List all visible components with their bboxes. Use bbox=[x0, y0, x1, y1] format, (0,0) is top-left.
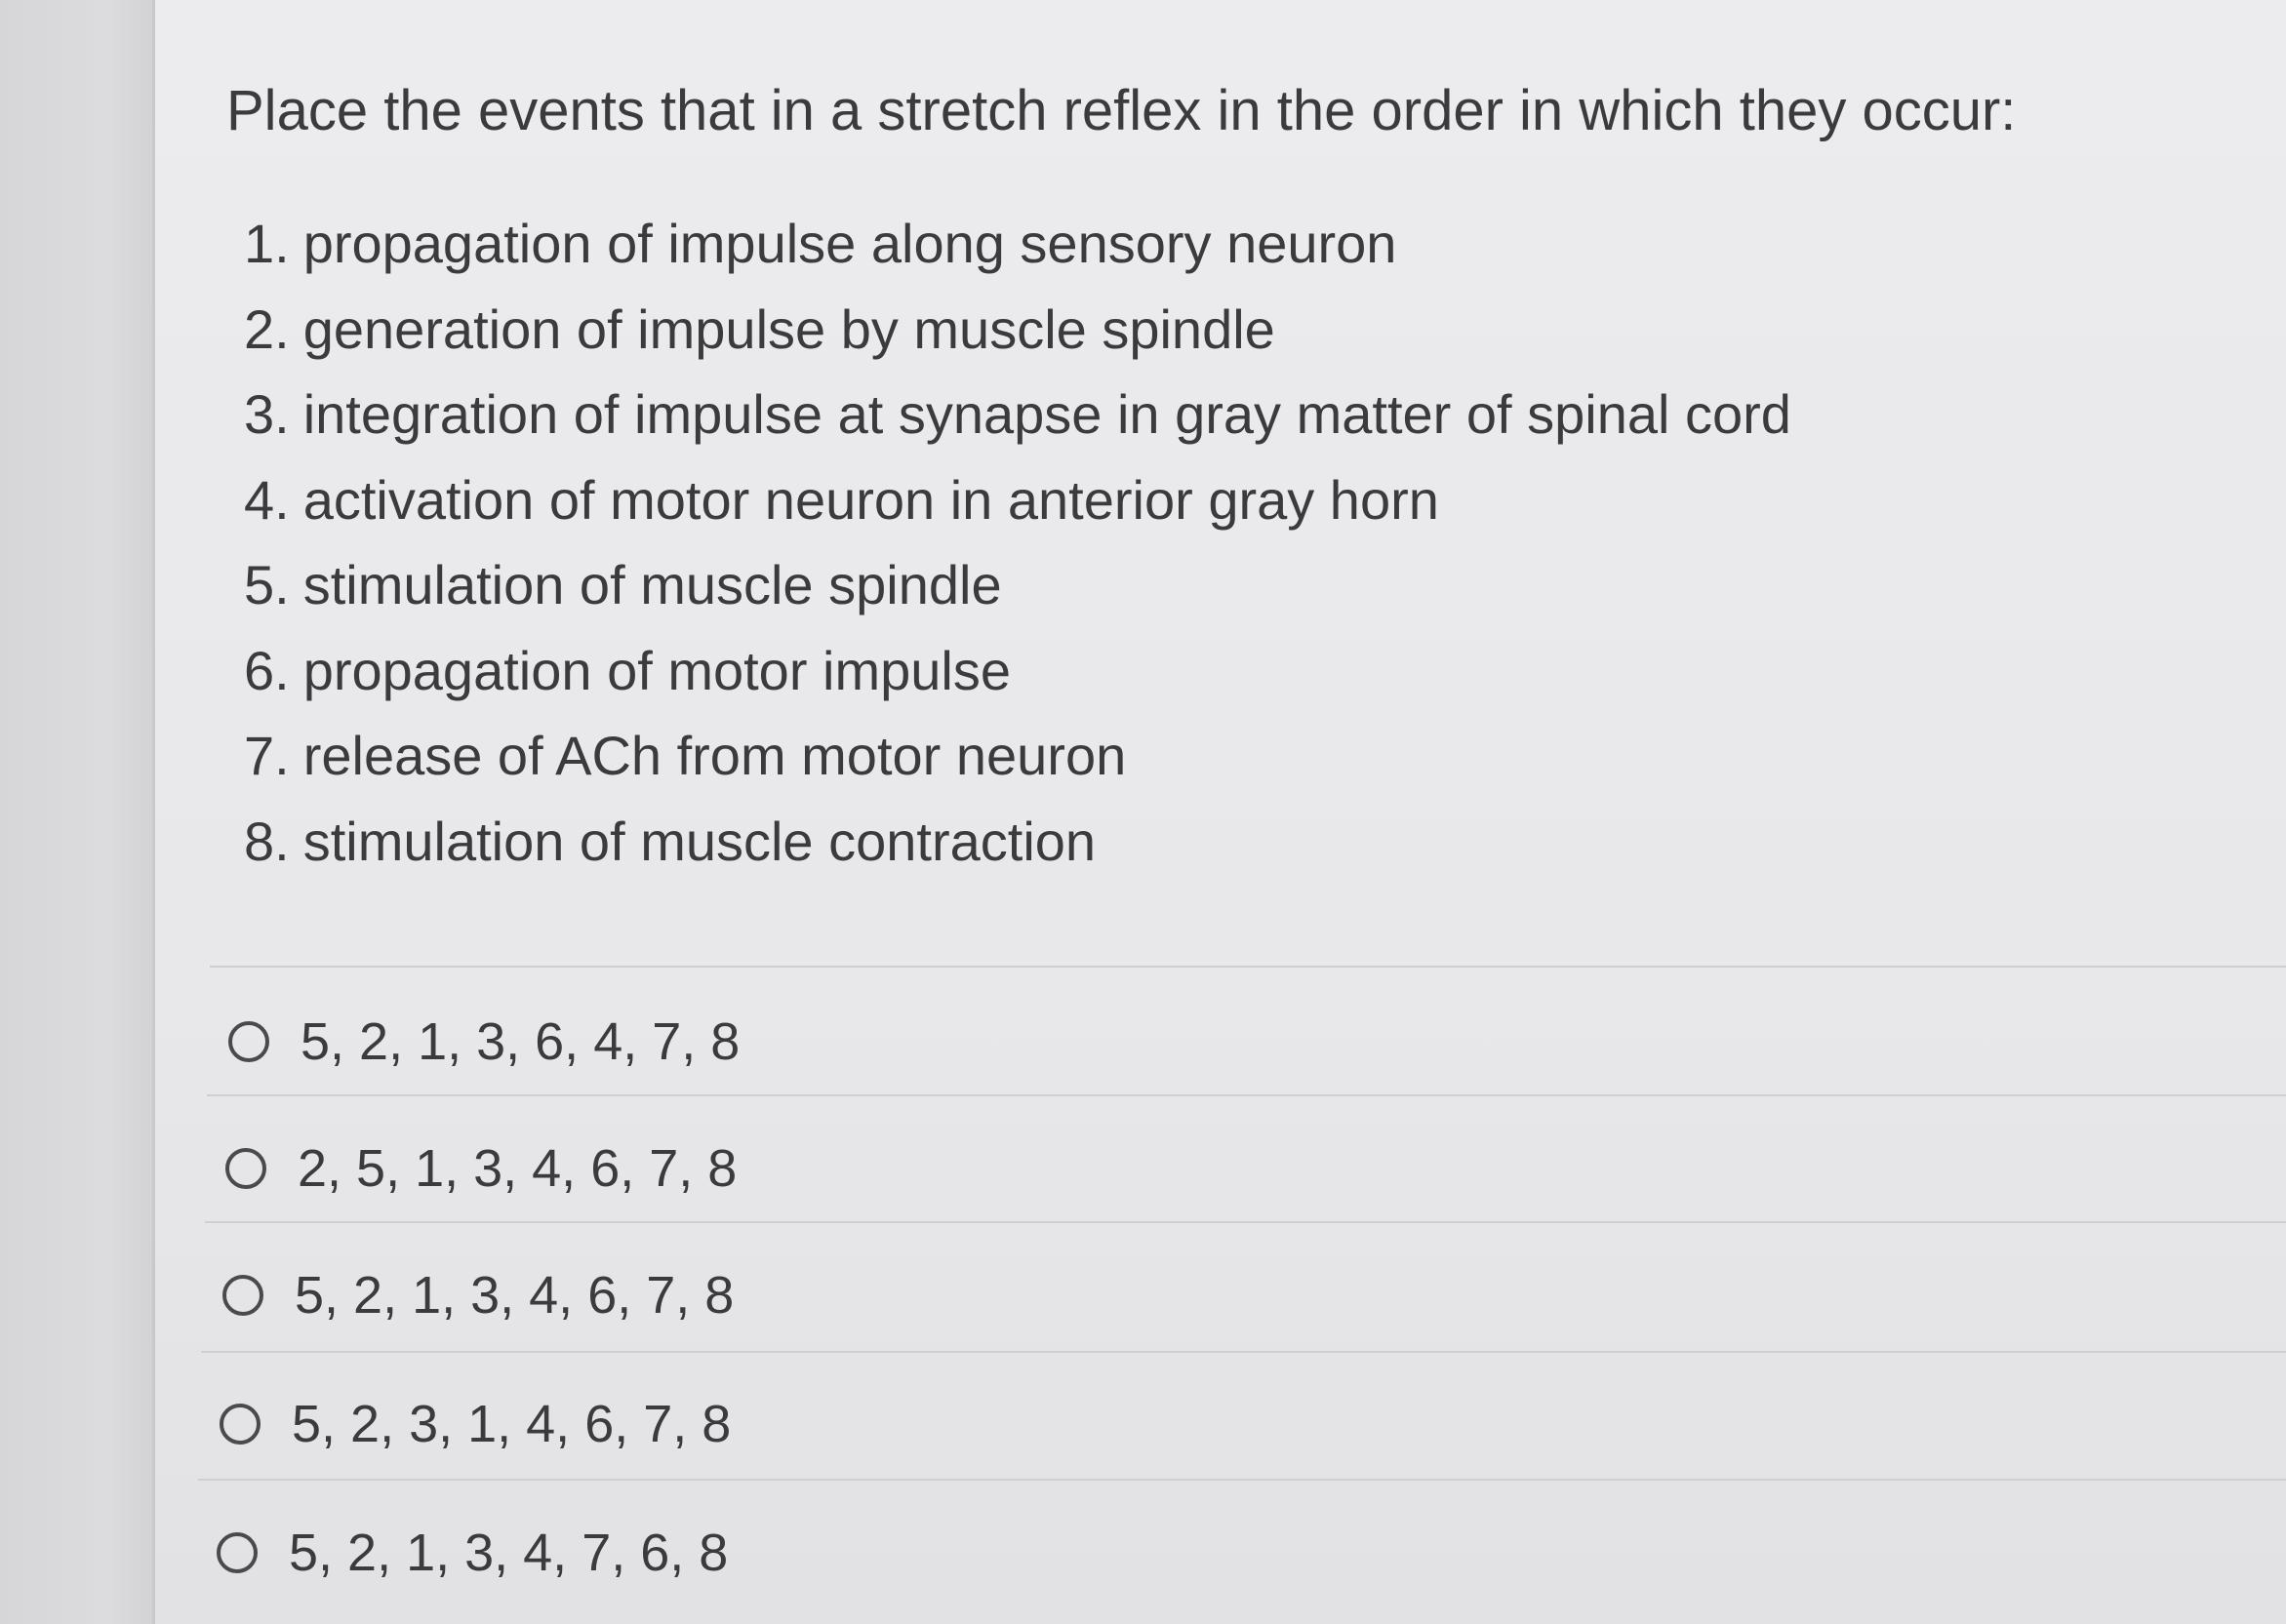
event-text: release of ACh from motor neuron bbox=[302, 725, 1127, 786]
answer-option-label: 2, 5, 1, 3, 4, 6, 7, 8 bbox=[298, 1139, 738, 1198]
answer-option-label: 5, 2, 1, 3, 6, 4, 7, 8 bbox=[301, 1012, 741, 1071]
event-text: propagation of impulse along sensory neuron bbox=[302, 213, 1397, 274]
radio-button[interactable] bbox=[228, 1021, 269, 1062]
answer-option[interactable] bbox=[222, 1256, 734, 1334]
event-number: 4. bbox=[244, 468, 290, 531]
event-number: 2. bbox=[244, 297, 290, 360]
divider bbox=[198, 1479, 2286, 1481]
event-item bbox=[244, 293, 1791, 378]
event-number: 6. bbox=[244, 639, 290, 701]
event-text: integration of impulse at synapse in gray matter of spinal cord bbox=[302, 383, 1791, 445]
event-number: 8. bbox=[244, 810, 290, 872]
event-number: 7. bbox=[244, 725, 290, 786]
radio-button[interactable] bbox=[222, 1275, 263, 1316]
event-list bbox=[244, 207, 1791, 890]
event-number: 1. bbox=[244, 213, 290, 274]
event-item bbox=[244, 634, 1791, 720]
divider bbox=[210, 966, 2286, 968]
answer-option[interactable] bbox=[217, 1514, 728, 1592]
left-margin-strip bbox=[0, 0, 154, 1624]
divider bbox=[207, 1094, 2286, 1096]
event-text: activation of motor neuron in anterior gray horn bbox=[302, 468, 1439, 531]
radio-button[interactable] bbox=[225, 1148, 266, 1189]
event-item bbox=[244, 377, 1791, 463]
event-number: 3. bbox=[244, 383, 290, 445]
radio-button[interactable] bbox=[217, 1532, 258, 1573]
event-text: propagation of motor impulse bbox=[302, 639, 1011, 701]
question-prompt: Place the events that in a stretch reflex in the order in which they occur: bbox=[226, 79, 2017, 142]
answer-option[interactable] bbox=[220, 1385, 731, 1463]
divider bbox=[201, 1351, 2286, 1353]
radio-button[interactable] bbox=[220, 1404, 261, 1445]
answer-option[interactable] bbox=[228, 1003, 740, 1081]
answer-option-label: 5, 2, 3, 1, 4, 6, 7, 8 bbox=[292, 1395, 732, 1453]
event-item bbox=[244, 805, 1791, 891]
event-number: 5. bbox=[244, 554, 290, 615]
event-text: generation of impulse by muscle spindle bbox=[302, 297, 1275, 360]
event-item bbox=[244, 548, 1791, 634]
answer-option-label: 5, 2, 1, 3, 4, 6, 7, 8 bbox=[295, 1266, 735, 1325]
answer-option[interactable] bbox=[225, 1129, 737, 1208]
event-text: stimulation of muscle contraction bbox=[302, 810, 1097, 872]
event-item bbox=[244, 719, 1791, 805]
event-text: stimulation of muscle spindle bbox=[302, 554, 1002, 615]
event-item bbox=[244, 463, 1791, 549]
event-item bbox=[244, 207, 1791, 293]
divider bbox=[205, 1221, 2286, 1223]
answer-option-label: 5, 2, 1, 3, 4, 7, 6, 8 bbox=[289, 1524, 729, 1582]
